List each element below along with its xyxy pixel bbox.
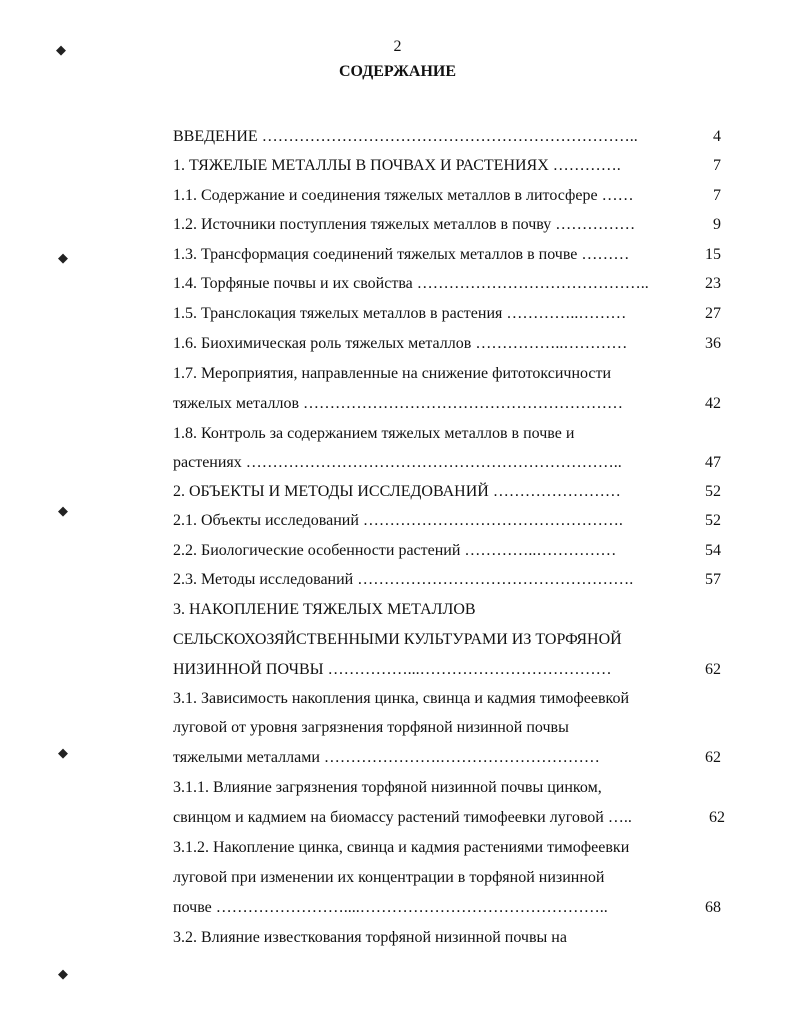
toc-page: 7 (713, 157, 721, 174)
toc-line: 1.4. Торфяные почвы и их свойства …………………………………….. (173, 275, 649, 292)
toc-page: 4 (713, 128, 721, 145)
toc-line: 3.2. Влияние известкования торфяной низинной почвы на (173, 929, 567, 946)
toc-line: 1.6. Биохимическая роль тяжелых металлов ……………..………… (173, 335, 628, 352)
toc-line: 1.2. Источники поступления тяжелых металлов в почву …………… (173, 216, 636, 233)
toc-line: тяжелых металлов …………………………………………………… (173, 395, 623, 412)
toc-line: 2.1. Объекты исследований …………………………………………. (173, 512, 623, 529)
toc-page: 68 (705, 899, 721, 916)
toc-line: ВВЕДЕНИЕ …………………………………………………………….. (173, 128, 638, 145)
toc-line: луговой при изменении их концентрации в торфяной низинной (173, 869, 605, 886)
page-title: СОДЕРЖАНИЕ (338, 63, 457, 80)
toc-page: 57 (705, 571, 721, 588)
toc-line: 3.1. Зависимость накопления цинка, свинца и кадмия тимофеевкой (173, 690, 630, 707)
toc-line: свинцом и кадмием на биомассу растений тимофеевки луговой ….. (173, 809, 632, 826)
toc-page: 7 (713, 187, 721, 204)
toc-page: 47 (705, 454, 721, 471)
toc-line: 2. ОБЪЕКТЫ И МЕТОДЫ ИССЛЕДОВАНИЙ …………………… (173, 483, 621, 500)
toc-page: 23 (705, 275, 721, 292)
toc-page: 54 (705, 542, 721, 559)
toc-line: 1.7. Мероприятия, направленные на снижение фитотоксичности (173, 365, 612, 382)
toc-line: 2.3. Методы исследований ……………………………………………. (173, 571, 634, 588)
toc-line: растениях …………………………………………………………….. (173, 454, 622, 471)
toc-page: 52 (705, 483, 721, 500)
margin-mark-5: ◆ (58, 966, 68, 981)
toc-page: 15 (705, 246, 721, 263)
toc-line: 1.8. Контроль за содержанием тяжелых металлов в почве и (173, 425, 575, 442)
toc-line: тяжелыми металлами ………………….………………………… (173, 749, 600, 766)
margin-mark-4: ◆ (58, 745, 68, 760)
margin-mark-2: ◆ (58, 250, 68, 265)
toc-page: 42 (705, 395, 721, 412)
toc-line: 3.1.2. Накопление цинка, свинца и кадмия растениями тимофеевки (173, 839, 630, 856)
toc-line: 1.5. Транслокация тяжелых металлов в растения …………..……… (173, 305, 627, 322)
margin-mark-3: ◆ (58, 503, 68, 518)
toc-line: 3.1.1. Влияние загрязнения торфяной низинной почвы цинком, (173, 779, 602, 796)
toc-line: 1.1. Содержание и соединения тяжелых металлов в литосфере …… (173, 187, 634, 204)
toc-page: 62 (705, 749, 721, 766)
toc-line: почве ……………………....……………………………………….. (173, 899, 608, 916)
toc-line: НИЗИННОЙ ПОЧВЫ ……………...……………………………… (173, 661, 612, 678)
page-number: 2 (393, 38, 402, 55)
toc-page: 62 (709, 809, 725, 826)
toc-line: 1.3. Трансформация соединений тяжелых металлов в почве ……… (173, 246, 630, 263)
toc-line: 1. ТЯЖЕЛЫЕ МЕТАЛЛЫ В ПОЧВАХ И РАСТЕНИЯХ …………. (173, 157, 621, 174)
toc-line: 3. НАКОПЛЕНИЕ ТЯЖЕЛЫХ МЕТАЛЛОВ (173, 601, 476, 618)
toc-line: СЕЛЬСКОХОЗЯЙСТВЕННЫМИ КУЛЬТУРАМИ ИЗ ТОРФЯНОЙ (173, 631, 622, 648)
toc-page: 9 (713, 216, 721, 233)
margin-mark-1: ◆ (56, 42, 66, 57)
toc-page: 52 (705, 512, 721, 529)
toc-page: 36 (705, 335, 721, 352)
toc-page: 27 (705, 305, 721, 322)
toc-page: 62 (705, 661, 721, 678)
toc-line: луговой от уровня загрязнения торфяной низинной почвы (173, 719, 569, 736)
toc-line: 2.2. Биологические особенности растений …………..…………… (173, 542, 617, 559)
